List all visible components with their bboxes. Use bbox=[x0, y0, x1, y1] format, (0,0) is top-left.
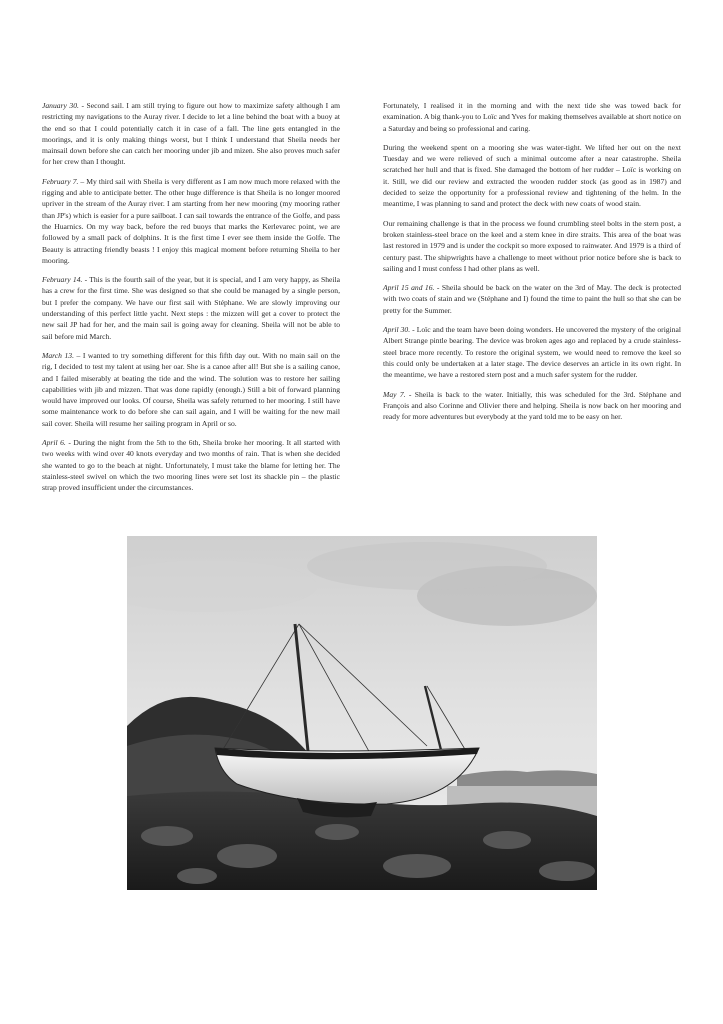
entry-text: - This is the fourth sail of the year, but it is special, and I am very happy, as Sheila has a crew for the first time. She was designed so that she could be managed by a single person, but I prefer the company. We have our first sail with Stéphane. We are slowly improving our understanding of this perfect little yacht. Next steps : the mizzen will get a cover to protect the new sail JP had for her, and the main sail is going away for cleaning. Sheila will not be able to sail before mid March. bbox=[42, 275, 340, 341]
entry-text: - Second sail. I am still trying to figure out how to maximize safety although I am restricting my navigations to the Auray river. I decide to let a line behind the boat with a buoy at the end so that I could potentially catch it in case of a fall. The line gets entangled in the moorings, and it is only making things worst, but I think I understand that Sheila needs her mainsail down before she can catch her mooring under jib and mizen. She also proves much safer for her crew than I thought. bbox=[42, 101, 340, 167]
entry-date: May 7. bbox=[383, 389, 406, 399]
journal-paragraph bbox=[383, 324, 681, 380]
journal-paragraph bbox=[42, 437, 340, 493]
left-text-column bbox=[42, 100, 340, 502]
entry-text: - Sheila is back to the water. Initially, this was scheduled for the 3rd. Stéphane and François and also Corinne and Olivier there and helping. Sheila is now back on her mooring and ready for more adventures but everybody at the yard told me to be easy on her. bbox=[383, 389, 681, 422]
journal-paragraph bbox=[42, 176, 340, 266]
entry-text: Our remaining challenge is that in the process we found crumbling steel bolts in the stern post, a broken stainless-steel brace on the keel and a stem knee in dire straits. This area of the boat was last restored in 1979 and is under the cockpit so more exposed to rainwater. And 1979 is a third of century past. The shipwrights have a challenge to meet without prior notice before she is back to sailing and I must confess I had other plans as well. bbox=[383, 218, 681, 273]
entry-text: – I wanted to try something different for this fifth day out. With no main sail on the rig, I decided to test my talent at using her oar. She is a canoe after all! But she is a sailing canoe, and I failed miserably at beating the tide and the wind. The solution was to restore her sailing capabilities with jib and mizzen. That was done rapidly (enough.) Still a bit of forward planning would have improved our looks. Of course, Sheila was safely returned to her mooring. I still have some maintenance work to do before she can sail again, and I will be waiting for the new mail sail cover. Sheila will resume her sailing program in April or so. bbox=[42, 350, 340, 428]
journal-paragraph bbox=[383, 142, 681, 210]
entry-text: - During the night from the 5th to the 6th, Sheila broke her mooring. It all started with two weeks with wind over 40 knots everyday and two months of rain. That is when she decided she wanted to go to the beach at night. Unfortunately, I must take the blame for letting her. The stainless-steel swivel on which the two mooring lines were set lost its shackle pin – the plastic strap proved insufficient under the circumstances. bbox=[42, 438, 340, 493]
right-text-column bbox=[383, 100, 681, 430]
entry-date: April 6. bbox=[42, 438, 66, 448]
entry-text: - Loïc and the team have been doing wonders. He uncovered the mystery of the original Albert Strange pintle bearing. The device was broken ages ago and replaced by a crude stainless-steel brace more recently. To restore the original system, we would need to remove the keel so this could only be undertaken at a later stage. The device deserves an article in its own right. In the meantime, we have a restored stern post and a much safer system for the rudder. bbox=[383, 325, 681, 380]
entry-text: During the weekend spent on a mooring she was water-tight. We lifted her out on the next Tuesday and we were relieved of such a minimal outcome after a near catastrophe. Sheila scratched her hull and that is fixed. She damaged the bottom of her rudder – Loïc is working on it. Still, we did our review and extracted the wooden rudder stock (as good as in 1987) and decided to seize the opportunity for a professional review and tightening of the helm. In the meantime, I was planning to sand and protect the deck with new coats of wood stain. bbox=[383, 142, 681, 209]
journal-paragraph bbox=[383, 100, 681, 134]
entry-text: Fortunately, I realised it in the morning and with the next tide she was towed back for examination. A big thank-you to Loïc and Yves for making themselves available at short notice on a Saturday and being so professional and caring. bbox=[383, 101, 681, 133]
entry-date: April 30. bbox=[383, 325, 411, 335]
journal-paragraph bbox=[383, 282, 681, 316]
entry-text: – My third sail with Sheila is very different as I am now much more relaxed with the rigging and able to anticipate better. The other huge difference is that Sheila is no longer moored upriver in the stream of the Auray river. I am starting from her new mooring (my mooring rather than JP's) which is easier for a pure sailboat. I can sail towards the entrance of the Golfe, and pass the Huarnics. On my way back, before the red buoys that marks the Kerlevarec point, we are followed by a small pack of dolphins. It is the first time I ever see them inside the Golfe. The Beauty is attracting friendly beasts ! I enjoy this magical moment before returning Sheila to her mooring. bbox=[42, 176, 340, 265]
entry-date: March 13. bbox=[42, 350, 74, 360]
journal-paragraph bbox=[42, 100, 340, 168]
entry-date: January 30. bbox=[42, 101, 79, 110]
entry-text: - Sheila should be back on the water on the 3rd of May. The deck is protected with two coats of stain and we (Stéphane and I) found the time to paint the hull so that she can be pretty for the Summer. bbox=[383, 283, 681, 315]
entry-date: February 7. bbox=[42, 176, 79, 186]
journal-paragraph bbox=[383, 389, 681, 423]
photo-illustration bbox=[127, 536, 597, 890]
beached-sailboat-photo bbox=[127, 536, 597, 890]
journal-paragraph bbox=[383, 218, 681, 274]
entry-date: February 14. bbox=[42, 275, 83, 285]
journal-paragraph bbox=[42, 350, 340, 429]
entry-date: April 15 and 16. bbox=[383, 283, 435, 293]
journal-paragraph bbox=[42, 274, 340, 342]
